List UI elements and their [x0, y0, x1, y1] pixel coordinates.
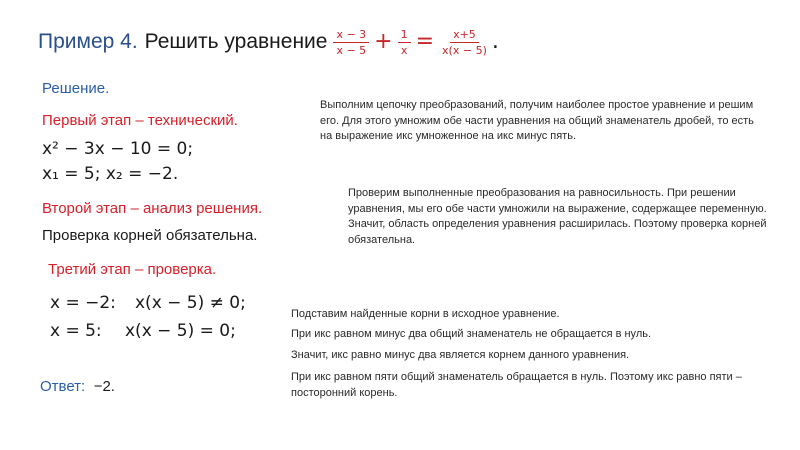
check2-condition: x(x − 5) = 0; — [125, 321, 236, 341]
note-substitute: Подставим найденные корни в исходное уравнение. — [291, 308, 560, 320]
stage1-heading: Первый этап – технический. — [42, 112, 238, 129]
fraction-2-denominator: x — [400, 43, 408, 57]
slide-title — [38, 22, 499, 62]
fraction-1-denominator: x − 5 — [336, 43, 367, 57]
fraction-3-numerator: x+5 — [450, 28, 479, 43]
fraction-2-numerator: 1 — [398, 28, 411, 43]
answer — [40, 378, 115, 396]
fraction-2 — [398, 28, 411, 57]
fraction-3 — [439, 28, 490, 57]
roots-line: x₁ = 5; x₂ = −2. — [42, 164, 179, 184]
task-text: Решить уравнение — [144, 30, 328, 53]
equals-sign: = — [415, 29, 435, 54]
quadratic-equation: x² − 3x − 10 = 0; — [42, 139, 194, 159]
note-root: Значит, икс равно минус два является корнем данного уравнения. — [291, 349, 630, 361]
note-minus-two: При икс равном минус два общий знаменатель не обращается в нуль. — [291, 328, 652, 340]
title-equation — [333, 22, 498, 62]
stage3-heading: Третий этап – проверка. — [48, 261, 217, 278]
fraction-1-numerator: x − 3 — [333, 28, 369, 43]
stage2-text: Проверка корней обязательна. — [42, 227, 258, 244]
note-extraneous: При икс равном пяти общий знаменатель обращается в нуль. Поэтому икс равно пяти – посторонний корень. — [291, 371, 742, 399]
check1-condition: x(x − 5) ≠ 0; — [135, 293, 246, 313]
check2-x: x = 5: — [50, 321, 102, 341]
plus-sign: + — [374, 29, 393, 54]
example-label: Пример 4. — [38, 30, 138, 53]
answer-label: Ответ: — [40, 378, 86, 395]
solution-label: Решение. — [42, 80, 110, 97]
title-end-dot: . — [491, 29, 499, 54]
note-transform: Выполним цепочку преобразований, получим наиболее простое уравнение и решим его. Для этого умножим обе части уравнения на общий знаменатель дробей, то есть на выражение икс умноженное на икс минус пять. — [320, 99, 754, 142]
stage2-heading: Второй этап – анализ решения. — [42, 200, 263, 217]
fraction-1 — [333, 28, 369, 57]
note-equivalence: Проверим выполненные преобразования на равносильность. При решении уравнения, мы его обе части умножили на выражение, содержащее переменную. Значит, область определения уравнения расширилась. Поэтому проверка корней обязательна. — [348, 187, 767, 246]
fraction-3-denominator: x(x − 5) — [442, 43, 487, 57]
check1-x: x = −2: — [50, 293, 116, 313]
answer-value: −2. — [93, 378, 115, 395]
